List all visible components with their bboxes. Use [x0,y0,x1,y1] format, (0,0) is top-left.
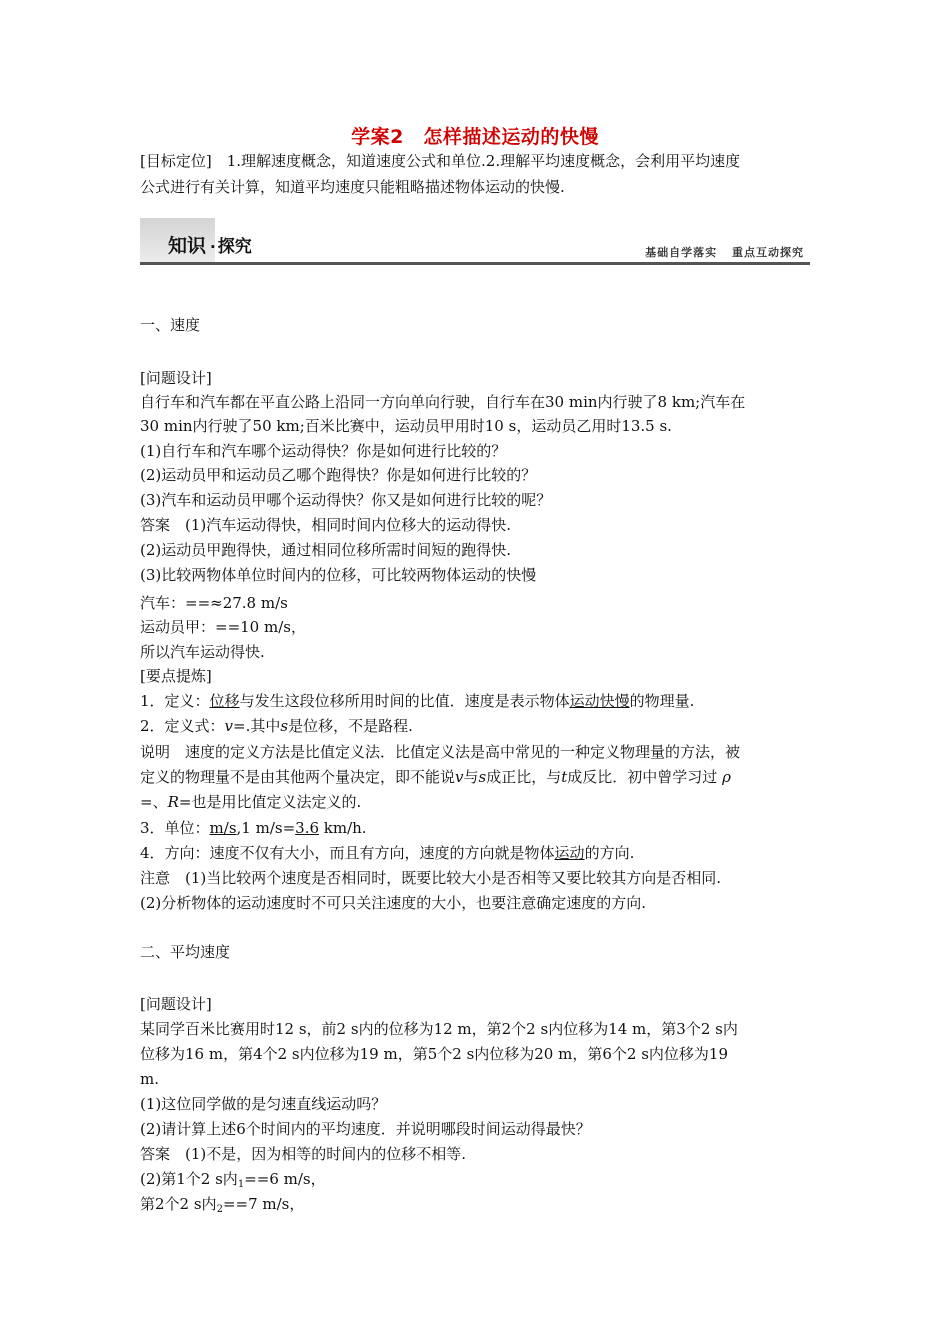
definition-line: 1．定义：位移与发生这段位移所用时间的比值．速度是表示物体运动快慢的物理量. [140,692,695,710]
answer-line: 答案 (1)不是，因为相等的时间内的位移不相等. [140,1145,467,1163]
caution-line: 注意 (1)当比较两个速度是否相同时，既要比较大小是否相等又要比较其方向是否相同. [140,869,722,887]
answer-line: (3)比较两物体单位时间内的位移，可比较两物体运动的快慢 [140,566,537,584]
question-line: (2)请计算上述6个时间内的平均速度．并说明哪段时间运动得最快？ [140,1120,591,1138]
answer-line: 答案 (1)汽车运动得快，相同时间内位移大的运动得快. [140,516,512,534]
section-heading-average-speed: 二、平均速度 [140,943,231,961]
question-line: 某同学百米比赛用时12 s，前2 s内的位移为12 m，第2个2 s内位移为14 m，第3个2 s内 [140,1020,738,1038]
question-design-label: [问题设计] [140,995,212,1013]
note-line: =、R=也是用比值定义法定义的. [140,793,362,811]
goal-paragraph [140,148,810,200]
key-points-label: [要点提炼] [140,667,212,685]
banner-title: 知识 · 探究 [168,235,252,257]
caution-line: (2)分析物体的运动速度时不可只关注速度的大小，也要注意确定速度的方向. [140,894,647,912]
note-line: 定义的物理量不是由其他两个量决定，即不能说v与s成正比，与t成反比．初中曾学习过 ρ [140,768,731,786]
note-line: 说明 速度的定义方法是比值定义法．比值定义法是高中常见的一种定义物理量的方法，被 [140,743,741,761]
question-line: m. [140,1070,159,1088]
section-banner [140,218,810,266]
question-line: (3)汽车和运动员甲哪个运动得快？你又是如何进行比较的呢？ [140,491,552,509]
question-line: (1)这位同学做的是匀速直线运动吗？ [140,1095,387,1113]
goal-line-1: [目标定位] 1.理解速度概念，知道速度公式和单位.2.理解平均速度概念，会利用平均速度 [140,152,741,170]
question-line: 30 min内行驶了50 km;百米比赛中，运动员甲用时10 s，运动员乙用时13.5 s. [140,417,672,435]
question-line: 位移为16 m，第4个2 s内位移为19 m，第5个2 s内位移为20 m，第6个2 s内位移为19 [140,1045,728,1063]
direction-line: 4．方向：速度不仅有大小，而且有方向，速度的方向就是物体运动的方向. [140,844,635,862]
formula-line: 2．定义式：v=.其中s是位移，不是路程. [140,717,413,735]
answer-line: 第2个2 s内$_2$==7 m/s， [140,1195,305,1215]
question-line: (2)运动员甲和运动员乙哪个跑得快？你是如何进行比较的？ [140,466,537,484]
banner-divider [140,262,810,265]
answer-line: 所以汽车运动得快. [140,643,265,661]
answer-line: 汽车：==≈27.8 m/s [140,594,288,612]
unit-line: 3．单位：m/s,1 m/s=3.6 km/h. [140,819,367,837]
banner-subtitle: 基础自学落实 重点互动探究 [645,246,804,259]
question-line: 自行车和汽车都在平直公路上沿同一方向单向行驶，自行车在30 min内行驶了8 km;汽车在 [140,393,746,411]
goal-line-2: 公式进行有关计算，知道平均速度只能粗略描述物体运动的快慢. [140,178,565,196]
page-title: 学案2 怎样描述运动的快慢 [351,126,599,148]
answer-line: (2)第1个2 s内$_1$==6 m/s， [140,1170,326,1190]
section-heading-speed: 一、速度 [140,316,201,334]
question-line: (1)自行车和汽车哪个运动得快？你是如何进行比较的？ [140,442,507,460]
answer-line: (2)运动员甲跑得快，通过相同位移所需时间短的跑得快. [140,541,512,559]
answer-line: 运动员甲：==10 m/s， [140,618,306,636]
goal-label: [目标定位] [140,152,212,170]
question-design-label: [问题设计] [140,369,212,387]
